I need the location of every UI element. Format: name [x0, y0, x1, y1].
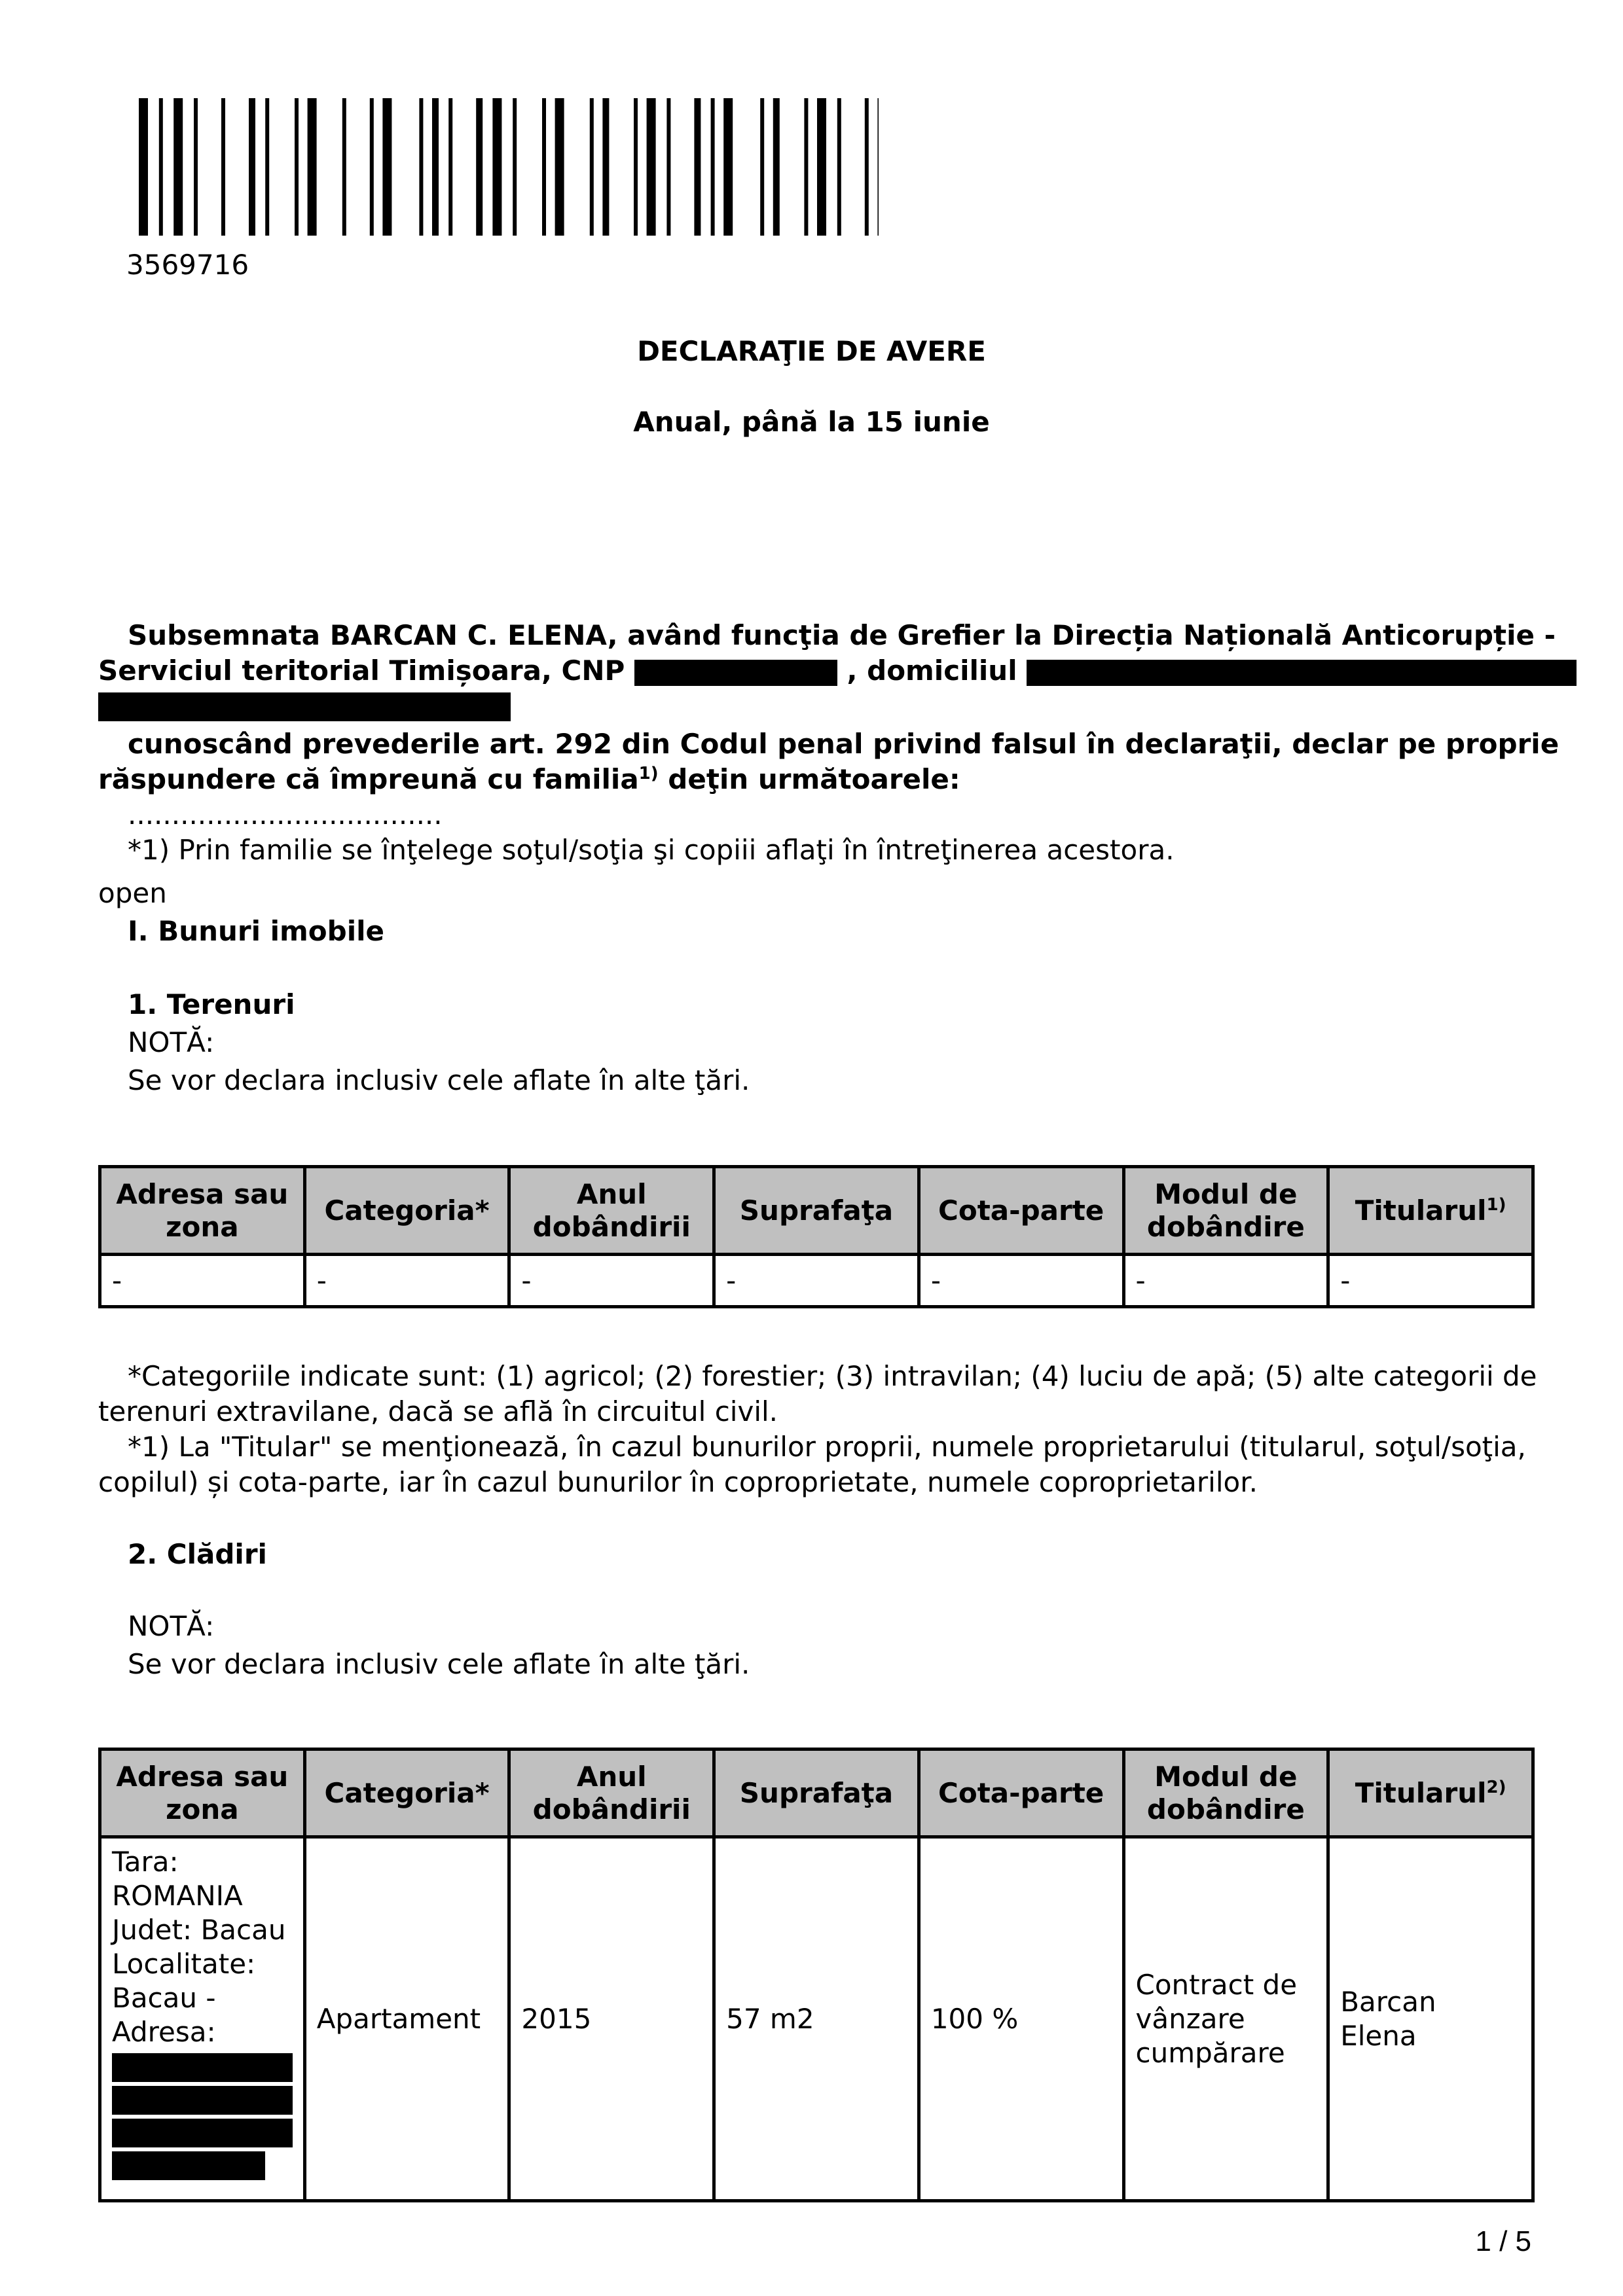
barcode-bar [513, 98, 517, 236]
col-adresa: Adresa sau zona [100, 1167, 305, 1255]
document-subtitle: Anual, până la 15 iunie [633, 406, 990, 438]
barcode-bar [249, 98, 255, 236]
subsection-heading-terenuri: 1. Terenuri [128, 988, 295, 1020]
footnote-ref: 1) [638, 764, 659, 783]
nota-text-2: Se vor declara inclusiv cele aflate în alte ţări. [128, 1648, 750, 1680]
barcode-bar [139, 98, 148, 236]
category-note-2: terenuri extravilane, dacă se află în circuitul civil. [98, 1395, 778, 1427]
barcode-bar [159, 98, 163, 236]
cell: - [1123, 1255, 1328, 1307]
barcode-bar [711, 98, 715, 236]
col-cota: Cota-parte [919, 1167, 1123, 1255]
barcode-bar [634, 98, 638, 236]
barcode-bar [837, 98, 841, 236]
col-suprafata: Suprafaţa [714, 1167, 919, 1255]
address-redaction [112, 2086, 293, 2115]
barcode-bar [476, 98, 483, 236]
barcode-bar [865, 98, 869, 236]
modul-cell: Contract de vânzare cumpărare [1123, 1837, 1328, 2201]
titular-note-1: *1) La "Titular" se menţionează, în cazul bunurilor proprii, numele proprietarului (titularul, soţul/soţia, [128, 1431, 1526, 1463]
table-row [100, 1837, 1533, 2201]
barcode-bar [432, 98, 439, 236]
subsection-heading-cladiri: 2. Clădiri [128, 1538, 267, 1570]
cell: - [919, 1255, 1123, 1307]
col-categoria: Categoria* [304, 1167, 509, 1255]
barcode-bar [647, 98, 656, 236]
barcode-bar [694, 98, 701, 236]
nota-label: NOTĂ: [128, 1026, 215, 1058]
barcode-bar [173, 98, 183, 236]
intro-line-4: cunoscând prevederile art. 292 din Codul penal privind falsul în declaraţii, declar pe proprie [128, 728, 1559, 760]
cell: - [1328, 1255, 1533, 1307]
barcode-bar [382, 98, 392, 236]
suprafata-cell: 57 m2 [714, 1837, 919, 2201]
intro-line-5a: răspundere că împreună cu familia [98, 763, 639, 795]
section-heading-bunuri-imobile: I. Bunuri imobile [128, 915, 385, 947]
cell: - [509, 1255, 714, 1307]
barcode-bar [555, 98, 564, 236]
barcode-bar [221, 98, 225, 236]
cell: - [100, 1255, 305, 1307]
barcode-bar [448, 98, 452, 236]
category-note-1: *Categoriile indicate sunt: (1) agricol; (2) forestier; (3) intravilan; (4) luciu de apă; (5) alte categorii de [128, 1360, 1537, 1392]
barcode-bar [723, 98, 733, 236]
table-header-row [100, 1749, 1533, 1837]
address-redaction [112, 2053, 293, 2082]
barcode-bar [419, 98, 423, 236]
barcode-bar [666, 98, 670, 236]
dots-line: .................................... [128, 798, 443, 831]
barcode-bar [760, 98, 764, 236]
open-text: open [98, 877, 167, 909]
barcode-bar [542, 98, 546, 236]
col-adresa: Adresa sau zona [100, 1749, 305, 1837]
page-number: 1 / 5 [1475, 2225, 1531, 2257]
barcode-bar [590, 98, 594, 236]
address-redaction [112, 2119, 293, 2147]
col-categoria: Categoria* [304, 1749, 509, 1837]
intro-line-2 [98, 653, 1577, 689]
cnp-redaction [634, 660, 837, 686]
barcode-bar [295, 98, 299, 236]
barcode-bar [877, 98, 879, 236]
barcode-bar [342, 98, 346, 236]
footnote-family: *1) Prin familie se înţelege soţul/soţia şi copiii aflaţi în întreţinerea acestora. [128, 834, 1175, 866]
col-suprafata: Suprafaţa [714, 1749, 919, 1837]
barcode [139, 98, 879, 236]
address-redaction [112, 2151, 265, 2180]
col-modul: Modul de dobândire [1123, 1749, 1328, 1837]
nota-label-2: NOTĂ: [128, 1610, 215, 1642]
anul-cell: 2015 [509, 1837, 714, 2201]
cladiri-table [98, 1748, 1535, 2202]
intro-line-2a: Serviciul teritorial Timișoara, CNP [98, 655, 625, 687]
document-title: DECLARAŢIE DE AVERE [637, 335, 986, 367]
col-anul: Anul dobândirii [509, 1167, 714, 1255]
barcode-bar [773, 98, 780, 236]
intro-line-2b: , domiciliul [847, 655, 1017, 687]
barcode-bar [370, 98, 374, 236]
address-redaction-2 [98, 692, 511, 721]
barcode-bar [817, 98, 826, 236]
cell: - [304, 1255, 509, 1307]
titular-cell: Barcan Elena [1328, 1837, 1533, 2201]
col-cota: Cota-parte [919, 1749, 1123, 1837]
terenuri-table [98, 1165, 1535, 1308]
table-header-row [100, 1167, 1533, 1255]
cota-cell: 100 % [919, 1837, 1123, 2201]
nota-text: Se vor declara inclusiv cele aflate în alte ţări. [128, 1064, 750, 1096]
intro-line-5b: deţin următoarele: [658, 763, 960, 795]
barcode-bar [492, 98, 501, 236]
barcode-bar [265, 98, 269, 236]
cell: - [714, 1255, 919, 1307]
barcode-bar [194, 98, 198, 236]
barcode-bar [804, 98, 808, 236]
col-titular: Titularul$^{1)}$ [1328, 1167, 1533, 1255]
table-row [100, 1255, 1533, 1307]
intro-line-5 [98, 762, 960, 797]
intro-line-1: Subsemnata BARCAN C. ELENA, având funcţia de Grefier la Direcția Națională Anticorupție - [128, 619, 1556, 651]
titular-note-2: copilul) și cota-parte, iar în cazul bunurilor în coproprietate, numele coproprietarilor. [98, 1466, 1258, 1498]
barcode-bar [308, 98, 317, 236]
col-modul: Modul de dobândire [1123, 1167, 1328, 1255]
categoria-cell: Apartament [304, 1837, 509, 2201]
barcode-number: 3569716 [126, 249, 249, 281]
address-redaction [1027, 660, 1577, 686]
col-titular: Titularul$^{2)}$ [1328, 1749, 1533, 1837]
col-anul: Anul dobândirii [509, 1749, 714, 1837]
barcode-bar [602, 98, 609, 236]
address-cell: Tara: ROMANIA Judet: Bacau Localitate: Bacau - Adresa: [100, 1837, 305, 2201]
